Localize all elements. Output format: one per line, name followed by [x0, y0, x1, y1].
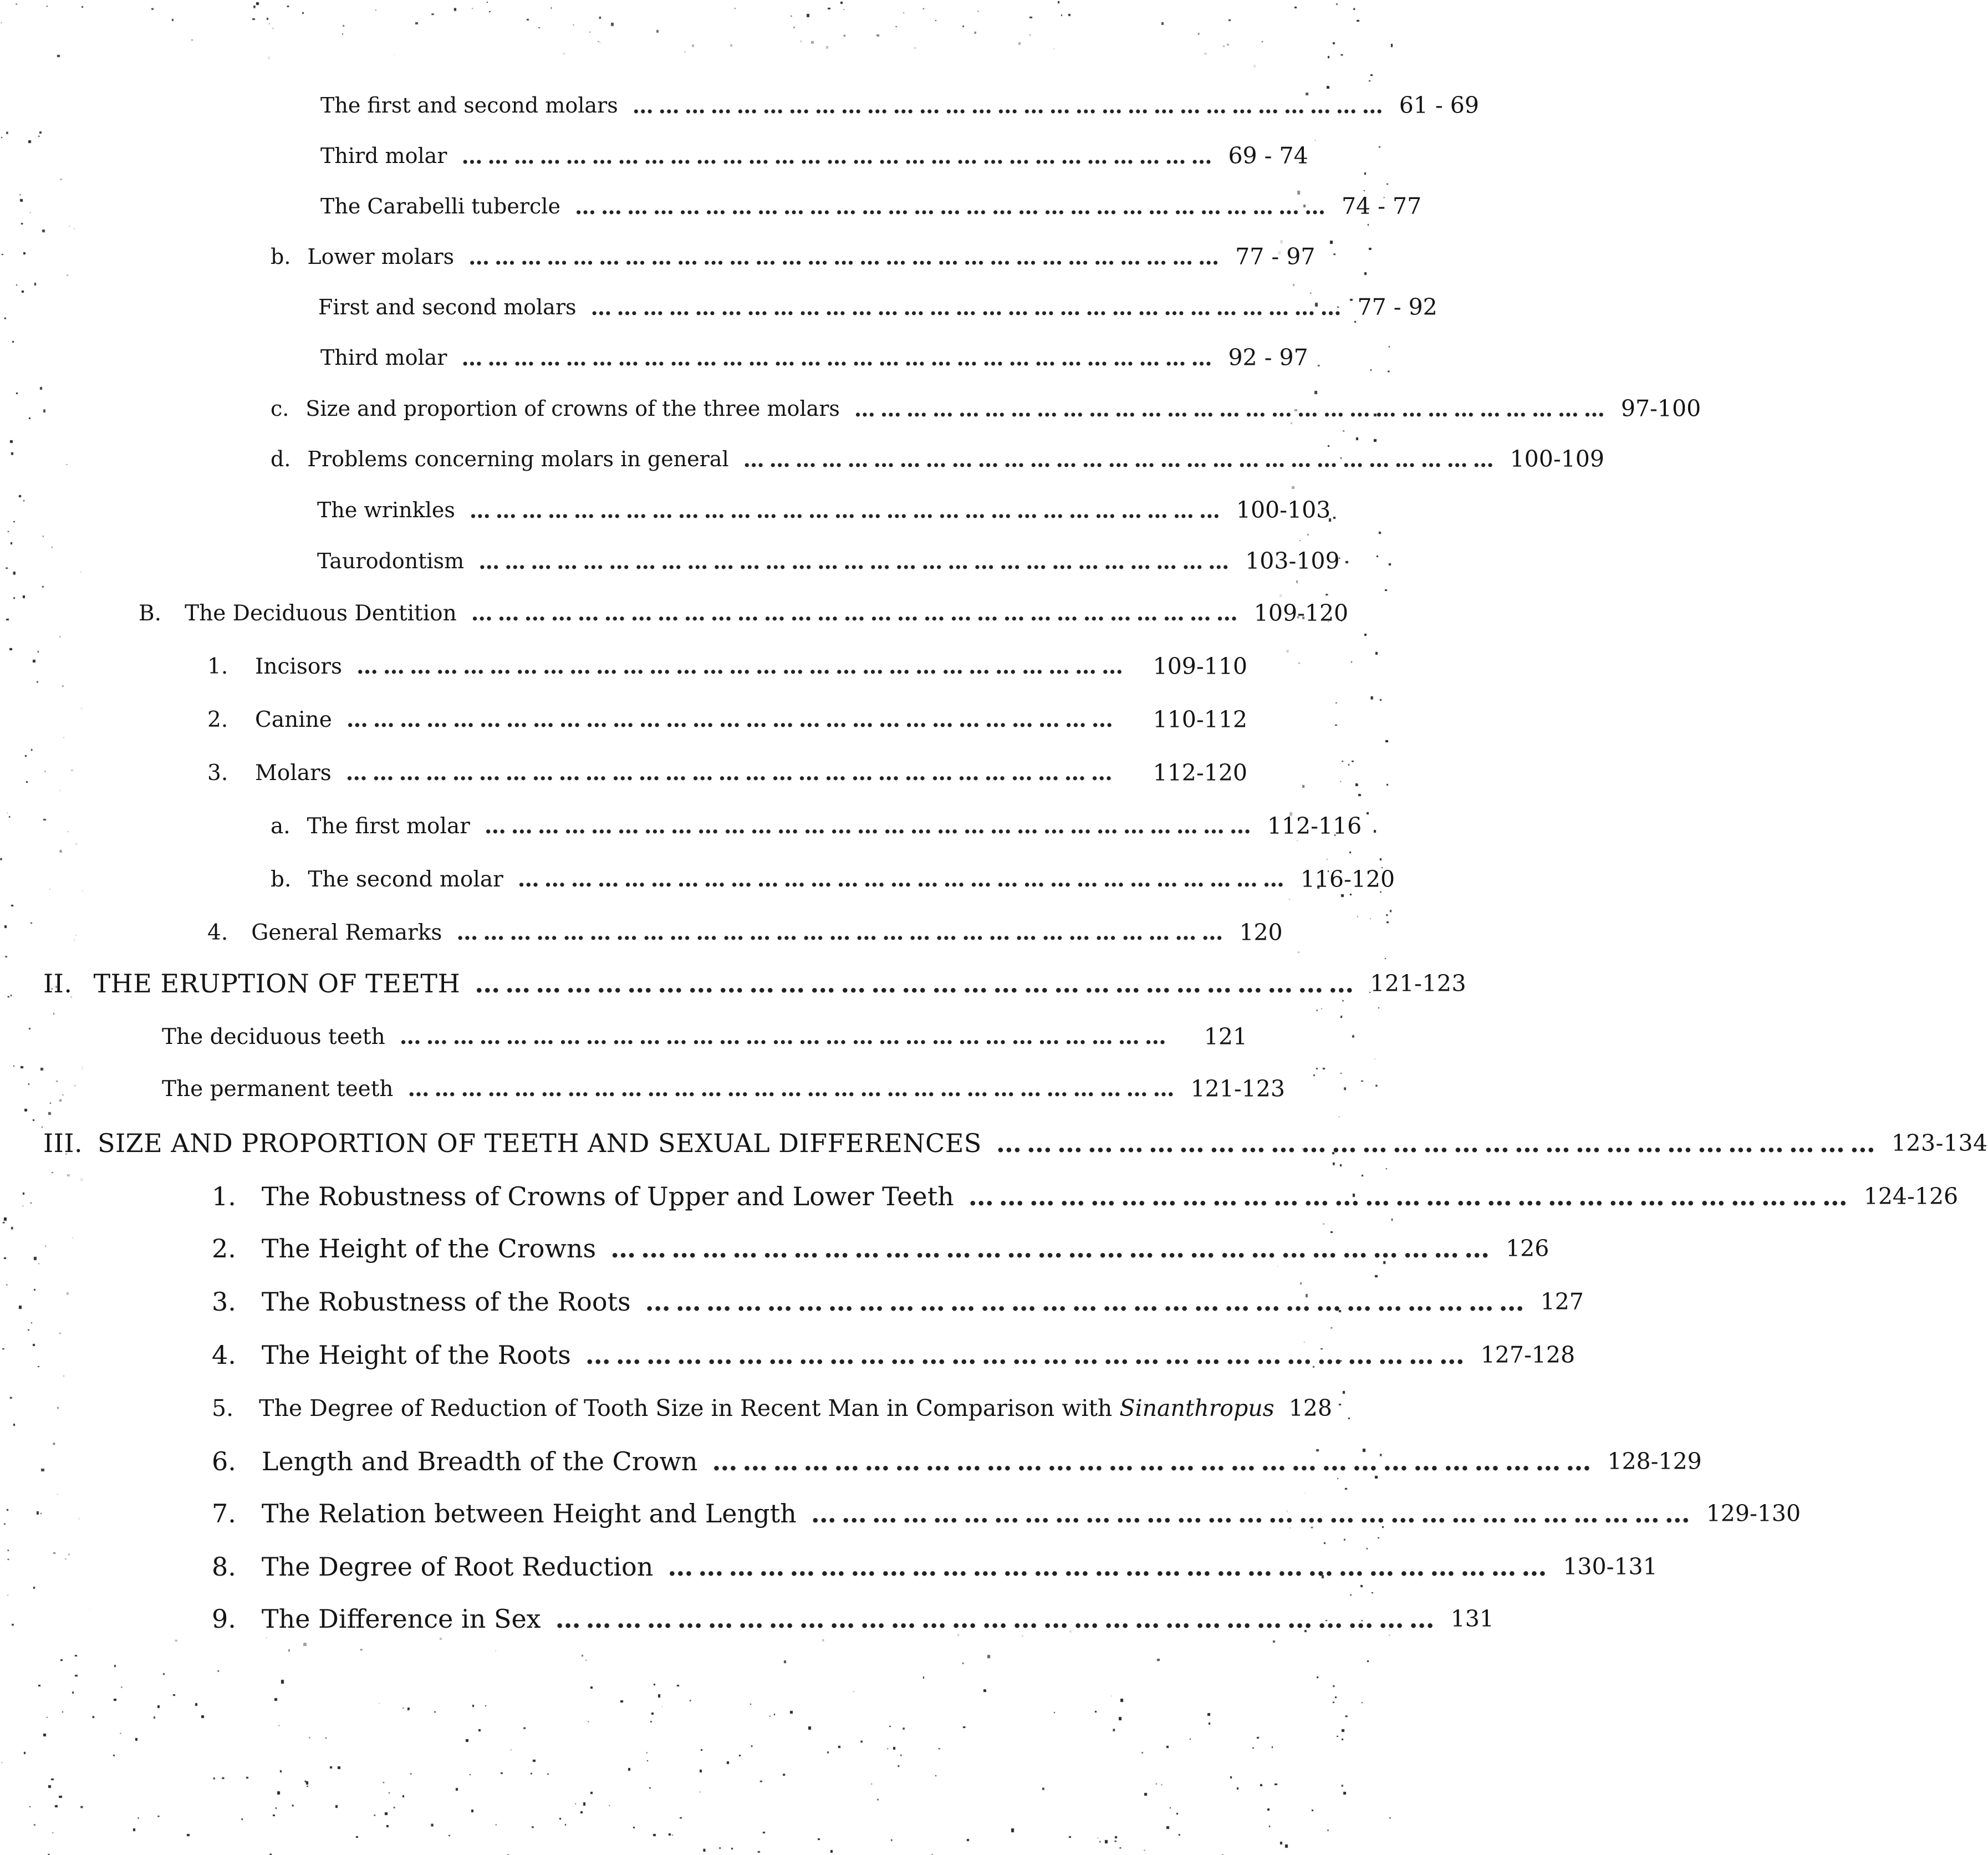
dot-leader: …………………………………………………………………………… [712, 1446, 1597, 1476]
dot-leader: …………………………………………………………………………… [478, 548, 1235, 574]
toc-entry-pages: 130-131 [1563, 1553, 1658, 1580]
toc-entry-marker: II. [43, 969, 73, 998]
toc-entry-pages: 116-120 [1300, 866, 1395, 893]
toc-entry [43, 958, 1467, 1009]
toc-entry [320, 80, 1479, 131]
toc-entry-marker: 6. [212, 1446, 236, 1476]
toc-entry-title: The first and second molars [320, 93, 618, 118]
toc-entry-pages: 112-120 [1153, 760, 1247, 786]
toc-entry-marker: c. [271, 396, 289, 421]
toc-entry-pages: 109-120 [1253, 600, 1349, 626]
toc-entry-title: Lower molars [307, 244, 455, 269]
toc-entry-marker: 2. [207, 707, 228, 732]
toc-entry-pages: 61 - 69 [1399, 92, 1479, 119]
toc-entry [317, 485, 1331, 536]
dot-leader: …………………………………………………………………………… [484, 813, 1256, 839]
toc-entry-title: Problems concerning molars in general [307, 447, 729, 471]
toc-entry [271, 434, 1604, 485]
toc-entry-marker: 2. [212, 1234, 236, 1263]
toc-entry-pages: 128 [1288, 1395, 1332, 1421]
toc-entry-marker: 4. [207, 920, 228, 945]
toc-entry-pages: 110-112 [1153, 706, 1247, 733]
dot-leader: …………………………………………………………………………… [632, 93, 1388, 118]
toc-entry [320, 130, 1308, 181]
toc-entry [212, 1171, 1959, 1222]
toc-entry-pages: 103-109 [1245, 548, 1340, 574]
toc-entry-title: Molars [255, 760, 332, 786]
toc-entry-pages: 127 [1540, 1288, 1584, 1315]
toc-entry-marker: d. [271, 447, 291, 471]
toc-entry [212, 1436, 1702, 1487]
toc-entry-title: The Deciduous Dentition [185, 600, 457, 626]
toc-entry-title: Taurodontism [317, 549, 465, 573]
dot-leader: …………………………………………………………………………… [475, 969, 1359, 998]
dot-leader: …………………………………………………………………………… [585, 1340, 1470, 1370]
dot-leader: …………………………………………………………………………… [468, 244, 1225, 269]
toc-entry-title: General Remarks [251, 920, 442, 945]
toc-entry-marker: 3. [212, 1287, 236, 1317]
dot-leader: …………………………………………………………………………… [555, 1604, 1440, 1634]
dot-leader: …………………………………………………………………………… [471, 600, 1243, 626]
toc-entry-title: The permanent teeth [162, 1076, 394, 1102]
toc-entry-title: The Robustness of the Roots [261, 1287, 631, 1317]
dot-leader: …………………………………………………………………………… [811, 1499, 1695, 1528]
toc-entry-marker: a. [271, 813, 290, 839]
toc-entry-title: The deciduous teeth [162, 1024, 385, 1049]
toc-entry-pages: 100-103 [1236, 497, 1331, 523]
toc-entry-pages: 77 - 92 [1357, 294, 1438, 320]
toc-entry-pages: 129-130 [1706, 1500, 1801, 1527]
toc-entry-pages: 123-134 [1891, 1130, 1988, 1156]
dot-leader: …………………………………………………………………………… [346, 707, 1118, 732]
toc-entry-marker: b. [271, 867, 292, 892]
toc-entry-marker: 9. [212, 1604, 236, 1634]
toc-entry-pages: 97-100 [1620, 395, 1701, 422]
dot-leader: …………………………………………………………………………… [469, 497, 1225, 523]
toc-entry-pages: 69 - 74 [1228, 142, 1308, 169]
dot-leader: …………………………………………………………………………… [645, 1287, 1530, 1317]
toc-entry-marker: III. [43, 1128, 83, 1158]
toc-entry [207, 907, 1283, 958]
toc-entry-pages: 121 [1204, 1023, 1247, 1050]
toc-entry [212, 1541, 1658, 1592]
dot-leader: …………………………………………………………………………… [610, 1234, 1495, 1263]
toc-entry-marker: 1. [212, 1181, 236, 1211]
toc-entry-title: The Height of the Roots [261, 1340, 571, 1370]
toc-entry [271, 231, 1316, 282]
toc-entry [212, 1488, 1801, 1539]
toc-entry [271, 383, 1701, 434]
toc-entry-title: The Robustness of Crowns of Upper and Lower Teeth [261, 1181, 954, 1211]
toc-entry-pages: 92 - 97 [1228, 344, 1308, 371]
dot-leader: …………………………………………………………………………… [667, 1552, 1552, 1582]
toc-entry-pages: 131 [1450, 1606, 1494, 1632]
toc-entry-title: The Height of the Crowns [261, 1234, 597, 1263]
toc-entry-pages: 100-109 [1510, 446, 1604, 472]
toc-entry-title: Canine [255, 707, 332, 732]
toc-entry-title: The Degree of Root Reduction [261, 1552, 654, 1582]
dot-leader: …………………………………………………………………………… [407, 1076, 1180, 1102]
toc-entry-pages: 121-123 [1190, 1076, 1285, 1102]
toc-entry [162, 1011, 1247, 1062]
dot-leader: …………………………………………………………………………… [968, 1181, 1853, 1211]
toc-entry [271, 801, 1362, 852]
toc-entry [207, 641, 1247, 692]
toc-entry-title: SIZE AND PROPORTION OF TEETH AND SEXUAL DIFFERENCES [98, 1128, 982, 1158]
dot-leader: …………………………………………………………………………… [356, 654, 1128, 679]
toc-entry [212, 1383, 1332, 1434]
dot-leader: …………………………………………………………………………… [399, 1024, 1171, 1049]
toc-entry-pages: 74 - 77 [1341, 193, 1422, 220]
dot-leader: …………………………………………………………………………… [461, 345, 1217, 370]
toc-entry [271, 854, 1395, 905]
toc-entry-title: The Difference in Sex [261, 1604, 541, 1634]
toc-entry-title: Third molar [320, 144, 447, 168]
dot-leader: …………………………………………………………………………… [456, 920, 1229, 945]
toc-entry-marker: 1. [207, 654, 228, 679]
toc-entry-marker: 7. [212, 1499, 236, 1528]
toc-entry [212, 1276, 1584, 1327]
toc-entry-marker: 5. [212, 1395, 234, 1421]
toc-entry-pages: 126 [1506, 1235, 1549, 1262]
toc-entry [139, 588, 1349, 639]
toc-entry [318, 282, 1438, 333]
toc-entry-marker: 3. [207, 760, 228, 786]
toc-entry-pages: 121-123 [1370, 970, 1467, 997]
dot-leader: …………………………………………………………………………… [996, 1128, 1880, 1158]
toc-entry-title-text: The Degree of Reduction of Tooth Size in Recent Man in Comparison with [259, 1395, 1113, 1421]
toc-entry [43, 1118, 1988, 1169]
toc-entry [212, 1593, 1494, 1644]
toc-entry-title: The first molar [307, 813, 470, 839]
toc-entry-title: First and second molars [318, 295, 577, 319]
toc-entry-pages: 127-128 [1480, 1342, 1576, 1368]
toc-entry-title: Length and Breadth of the Crown [261, 1446, 698, 1476]
toc-entry-marker: 8. [212, 1552, 236, 1582]
toc-entry-title: Size and proportion of crowns of the three molars [305, 396, 840, 421]
toc-entry-marker: b. [271, 244, 291, 269]
dot-leader: …………………………………………………………………………… [517, 867, 1289, 892]
toc-entry-title-italic: Sinanthropus [1119, 1395, 1275, 1421]
toc-entry-marker: 4. [212, 1340, 236, 1370]
toc-entry-title: The second molar [308, 867, 503, 892]
toc-entry-marker: B. [139, 600, 162, 626]
toc-entry-title [259, 1395, 1275, 1421]
dot-leader: …………………………………………………………………………… [461, 143, 1217, 169]
dot-leader: …………………………………………………………………………… [854, 396, 1610, 421]
toc-entry-title: Third molar [320, 345, 447, 370]
dot-leader: …………………………………………………………………………… [345, 760, 1118, 786]
toc-entry [207, 694, 1247, 745]
toc-entry-pages: 124-126 [1863, 1183, 1959, 1210]
toc-entry [320, 332, 1308, 383]
toc-entry-pages: 120 [1239, 919, 1283, 946]
toc-entry [212, 1329, 1576, 1380]
toc-entry-title: Incisors [255, 654, 342, 679]
toc-entry-title: THE ERUPTION OF TEETH [93, 969, 461, 998]
toc-entry-pages: 128-129 [1607, 1448, 1702, 1475]
toc-entry [212, 1223, 1549, 1274]
toc-entry-title: The wrinkles [317, 498, 455, 522]
toc-entry-pages: 77 - 97 [1235, 243, 1316, 270]
toc-entry-pages: 112-116 [1267, 813, 1362, 839]
toc-entry [207, 747, 1247, 798]
toc-entry-pages: 109-110 [1153, 653, 1247, 680]
toc-entry [317, 536, 1340, 587]
toc-entry-title: The Relation between Height and Length [261, 1499, 797, 1528]
toc-entry-title: The Carabelli tubercle [320, 194, 560, 218]
dot-leader: …………………………………………………………………………… [590, 294, 1347, 320]
dot-leader: …………………………………………………………………………… [574, 193, 1331, 219]
toc-entry [162, 1063, 1285, 1114]
toc-entry [320, 181, 1422, 232]
dot-leader: …………………………………………………………………………… [743, 446, 1499, 472]
